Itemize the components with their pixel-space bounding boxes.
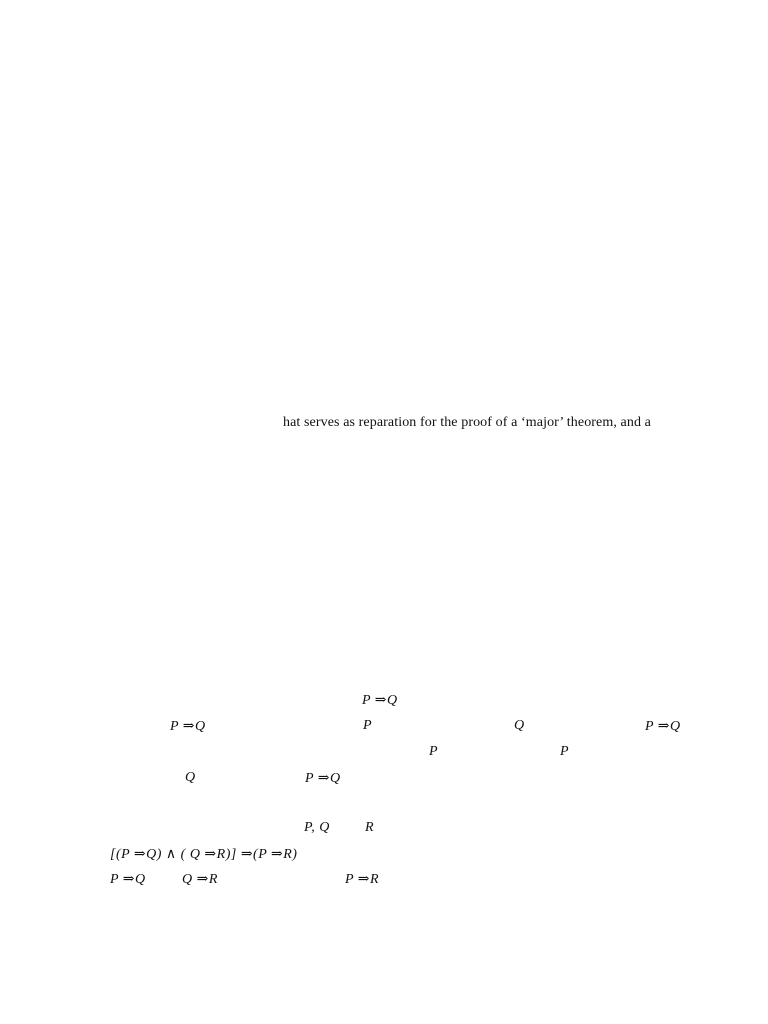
math-variable: P: [429, 744, 439, 759]
math-implication: P ⇒Q: [645, 719, 681, 734]
math-implication: P ⇒Q: [362, 693, 398, 708]
math-variable: P: [363, 718, 373, 733]
math-variable: Q: [514, 718, 525, 733]
math-implication: P ⇒Q: [170, 719, 206, 734]
math-variable: P: [560, 744, 570, 759]
math-variable-list: P, Q: [304, 820, 330, 835]
math-formula: [(P ⇒Q) ∧ ( Q ⇒R)] ⇒(P ⇒R): [110, 847, 298, 862]
math-variable: Q: [185, 770, 196, 785]
body-text-line: hat serves as reparation for the proof of a ‘major’ theorem, and a: [283, 415, 651, 430]
math-implication: P ⇒R: [345, 872, 380, 887]
math-implication: P ⇒Q: [305, 771, 341, 786]
math-implication: P ⇒Q: [110, 872, 146, 887]
math-implication: Q ⇒R: [182, 872, 218, 887]
math-variable: R: [365, 820, 375, 835]
